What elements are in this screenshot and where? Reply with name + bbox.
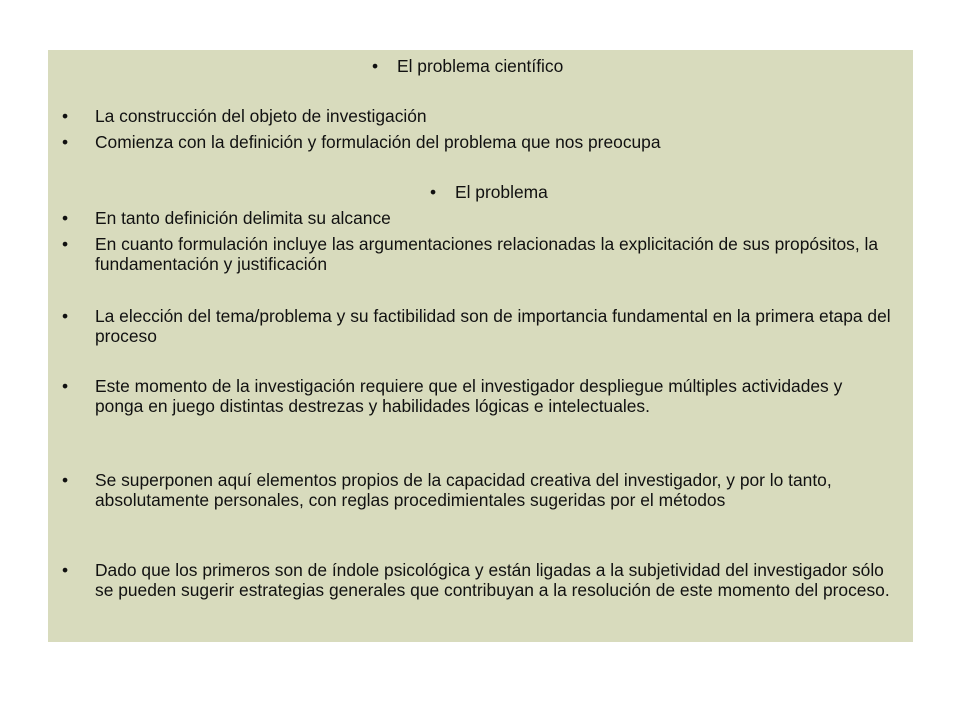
bullet-text: En cuanto formulación incluye las argumentaciones relacionadas la explicitación de sus propósitos, la fundamentación y justificación (95, 234, 879, 274)
bullet-icon: • (62, 208, 69, 228)
bullet-item (62, 106, 892, 126)
bullet-item-subtitle (430, 182, 548, 202)
bullet-item (62, 234, 892, 274)
bullet-item (62, 306, 892, 346)
bullet-item-title (372, 56, 563, 76)
bullet-text: En tanto definición delimita su alcance (95, 208, 391, 228)
bullet-text: El problema científico (397, 56, 564, 76)
bullet-icon: • (62, 376, 69, 396)
bullet-item (62, 376, 892, 416)
bullet-icon: • (62, 106, 69, 126)
bullet-text: La elección del tema/problema y su factibilidad son de importancia fundamental en la primera etapa del proceso (95, 306, 891, 346)
bullet-icon: • (62, 306, 69, 326)
bullet-text: El problema (455, 182, 548, 202)
bullet-icon: • (372, 56, 379, 76)
bullet-item (62, 132, 892, 152)
bullet-text: Comienza con la definición y formulación del problema que nos preocupa (95, 132, 661, 152)
bullet-item (62, 470, 892, 510)
bullet-icon: • (62, 470, 69, 490)
bullet-icon: • (62, 560, 69, 580)
bullet-icon: • (62, 234, 69, 254)
bullet-item (62, 560, 892, 600)
bullet-item (62, 208, 892, 228)
bullet-text: Dado que los primeros son de índole psicológica y están ligadas a la subjetividad del investigador sólo se pueden sugerir estrategias generales que contribuyan a la resolución de este momento del proceso. (95, 560, 890, 600)
bullet-text: Se superponen aquí elementos propios de la capacidad creativa del investigador, y por lo tanto, absolutamente personales, con reglas procedimientales sugeridas por el métodos (95, 470, 832, 510)
bullet-icon: • (62, 132, 69, 152)
bullet-icon: • (430, 182, 437, 202)
bullet-text: Este momento de la investigación requiere que el investigador despliegue múltiples actividades y ponga en juego distintas destrezas y habilidades lógicas e intelectuales. (95, 376, 843, 416)
bullet-text: La construcción del objeto de investigación (95, 106, 427, 126)
slide-panel (48, 50, 913, 642)
